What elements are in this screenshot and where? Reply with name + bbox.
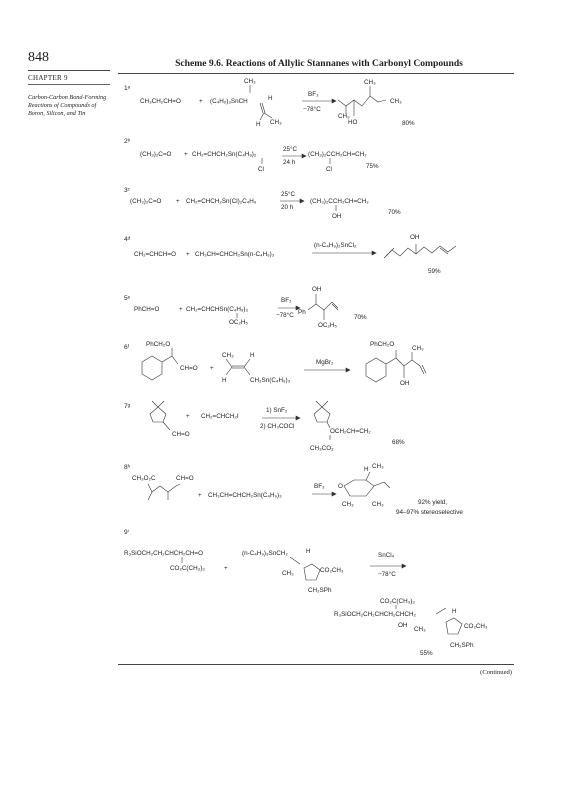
entry-number: 4ᵈ [124, 236, 131, 243]
product-label: CH₃ [364, 79, 376, 86]
reactant-1-cho: CH=O [180, 365, 198, 372]
reactant-2-label: H [256, 121, 261, 128]
dioxolane-ring [314, 407, 330, 422]
cyclohexane-ring [366, 358, 386, 382]
reactant-1: PhCH=O [134, 306, 160, 313]
product-label: OC₂H₅ [318, 322, 337, 329]
product-skeleton [308, 302, 338, 310]
product-label: H [364, 466, 369, 473]
yield: 75% [366, 163, 379, 170]
page-number: 848 [28, 50, 49, 65]
scheme-title: Scheme 9.6. Reactions of Allylic Stannanes with Carbonyl Compounds [175, 58, 463, 69]
reactant-2-label: CO₂CH₃ [320, 567, 344, 574]
selectivity: 94–97% stereoselective [396, 509, 463, 516]
yield: 92% yield, [418, 499, 448, 506]
conditions-top: 25°C [283, 146, 298, 153]
product-label: CH₃ [390, 98, 402, 105]
reactant-2-label: H [250, 352, 255, 359]
reagent: BF₃ [314, 483, 325, 490]
yield: 70% [354, 314, 367, 321]
reactant-2-label: CH₂Sn(C₄H₉)₃ [250, 377, 291, 384]
lactone-ring [344, 480, 374, 496]
reactant-1-label: PhCH₂O [146, 341, 171, 348]
product: (CH₃)₂CCH₂CH=CH₂ [308, 151, 367, 158]
reactant-2-label: CH₃ [270, 119, 282, 126]
entry-9 [124, 528, 488, 657]
entry-number: 5ᵉ [124, 295, 131, 302]
yield: 59% [428, 268, 441, 275]
product-label: CH₂SPh [450, 642, 474, 649]
reactant-1-label: CH₃O₂C [132, 475, 156, 482]
product-label: OCH₂CH=CH₂ [330, 428, 371, 435]
product-label: CH₃ [372, 501, 384, 508]
plus-sign: + [179, 306, 183, 313]
reactant-2: (n-C₄H₉)₃SnCH₂ [242, 550, 288, 557]
product-skeleton [338, 96, 386, 106]
entry-1 [124, 78, 415, 128]
reactant-1: (CH₃)₂C=O [140, 151, 172, 158]
reactant-1-label: CH=O [176, 475, 194, 482]
product-label: H [452, 608, 457, 615]
yield: 80% [402, 120, 415, 127]
carbonyl-o: O [338, 483, 343, 490]
entry-4 [124, 234, 456, 275]
product-label: CH₃ [372, 463, 384, 470]
reactant-1: (CH₃)₂C=O [130, 198, 162, 205]
reactant-1-cho: CH=O [172, 431, 190, 438]
product-label: CH₃ [412, 345, 424, 352]
bottom-rule [118, 664, 514, 665]
entry-number: 6ᶠ [124, 344, 130, 351]
continued-label: (Continued) [480, 669, 512, 676]
product-top: CO₂C(CH₃)₃ [380, 598, 415, 605]
plus-sign: + [224, 565, 228, 572]
reactant-1-sub: CO₂C(CH₃)₃ [170, 565, 205, 572]
plus-sign: + [186, 251, 190, 258]
entry-number: 8ʰ [124, 464, 131, 471]
entry-number: 7ᵍ [124, 403, 131, 410]
reactant-1: R₃SiOCH₂CH₂CHCH₂CH=O [124, 550, 203, 557]
reagent-1: 1) SnF₂ [266, 407, 288, 414]
reactant-2-label: CH₃ [222, 352, 234, 359]
entry-2 [124, 138, 379, 173]
furan-ring [446, 618, 462, 634]
product-label: CH₃ [414, 626, 426, 633]
plus-sign: + [199, 98, 203, 105]
product-label: CH₃ [342, 501, 354, 508]
reactant-2-sub: OC₂H₅ [229, 319, 248, 326]
reactant-2: CH₃CH=CHCH₂Sn(C₄H₉)₃ [208, 492, 282, 499]
plus-sign: + [184, 151, 188, 158]
conditions: −78°C [378, 571, 396, 578]
product-label: HO [348, 119, 358, 126]
entry-5 [124, 286, 367, 329]
product: R₃SiOCH₂CH₂CHCH₂CHCH₂ [334, 611, 416, 618]
plus-sign: + [198, 492, 202, 499]
conditions: −78°C [303, 106, 321, 113]
conditions-bottom: 20 h [281, 204, 294, 211]
reactant-1: CH₃CH₂CH=O [140, 98, 181, 105]
entry-8 [124, 463, 463, 516]
plus-sign: + [176, 198, 180, 205]
reagent: (n-C₄H₉)₂SnCl₂ [314, 242, 357, 249]
product-label: OH [312, 286, 322, 293]
reactant-2-label: CH₃ [244, 78, 256, 85]
reactant-2-label: H [268, 95, 273, 102]
reactant-2-label: H [306, 548, 311, 555]
product-label: Ph [298, 309, 306, 316]
reactant-2: CH₂=CHCH₂I [201, 413, 239, 420]
reactant-2: (C₄H₉)₃SnCH [210, 98, 248, 105]
product-label: CO₂CH₃ [464, 623, 488, 630]
entry-3 [124, 187, 401, 220]
entry-number: 9ⁱ [124, 529, 129, 536]
product-label: OH [410, 234, 420, 241]
plus-sign: + [186, 413, 190, 420]
reactant-1-skeleton [148, 484, 180, 492]
entry-number: 1ᵃ [124, 85, 131, 92]
reactant-2: CH₂=CHCHSn(C₄H₉)₃ [186, 306, 249, 313]
cyclohexane-ring [142, 356, 162, 380]
reactant-2-label: CH₃ [282, 570, 294, 577]
product-label: PhCH₂O [370, 341, 395, 348]
dioxolane-ring [150, 407, 166, 422]
product-label: OH [398, 622, 408, 629]
conditions-bottom: 24 h [283, 159, 296, 166]
reagent: BF₃ [308, 91, 319, 98]
reactant-2-label: CH₂SPh [308, 587, 332, 594]
conditions-top: 25°C [281, 191, 296, 198]
product-sub: Cl [326, 166, 332, 173]
conditions: −78°C [276, 312, 294, 319]
reactant-2: CH₂=CHCH₂Sn(Cl)₂C₄H₉ [186, 198, 257, 205]
reactant-2-sub: Cl [258, 166, 264, 173]
product-label: OH [400, 380, 410, 387]
furan-ring [304, 564, 320, 580]
plus-sign: + [210, 365, 214, 372]
running-head: Carbon-Carbon Bond-Forming Reactions of Compounds of Boron, Silicon, and Tin [28, 94, 107, 118]
product-label: CH₃ [338, 113, 350, 120]
yield: 68% [392, 439, 405, 446]
product: (CH₃)₂CCH₂CH=CH₂ [310, 198, 369, 205]
entry-7 [124, 401, 405, 452]
entry-number: 3ᶜ [124, 187, 131, 194]
reactant-2: CH₃CH=CHCH₂Sn(n-C₄H₉)₃ [195, 251, 275, 258]
reactant-2: CH₂=CHCH₂Sn(C₄H₉)₂ [192, 151, 257, 158]
entry-6 [124, 341, 426, 387]
reactant-2-label: H [222, 377, 227, 384]
reagent: BF₃ [281, 297, 292, 304]
chapter-label: CHAPTER 9 [28, 74, 68, 82]
reactant-1: CH₂=CHCH=O [134, 251, 176, 258]
reagent: MgBr₂ [316, 359, 334, 366]
yield: 70% [388, 209, 401, 216]
entry-number: 2ᵇ [124, 138, 131, 145]
reagent-2: 2) CH₃COCl [260, 423, 295, 430]
product-label: CH₃CO₂ [310, 445, 334, 452]
yield: 55% [420, 650, 433, 657]
product-sub: OH [332, 213, 342, 220]
reagent: SnCl₄ [378, 552, 395, 559]
